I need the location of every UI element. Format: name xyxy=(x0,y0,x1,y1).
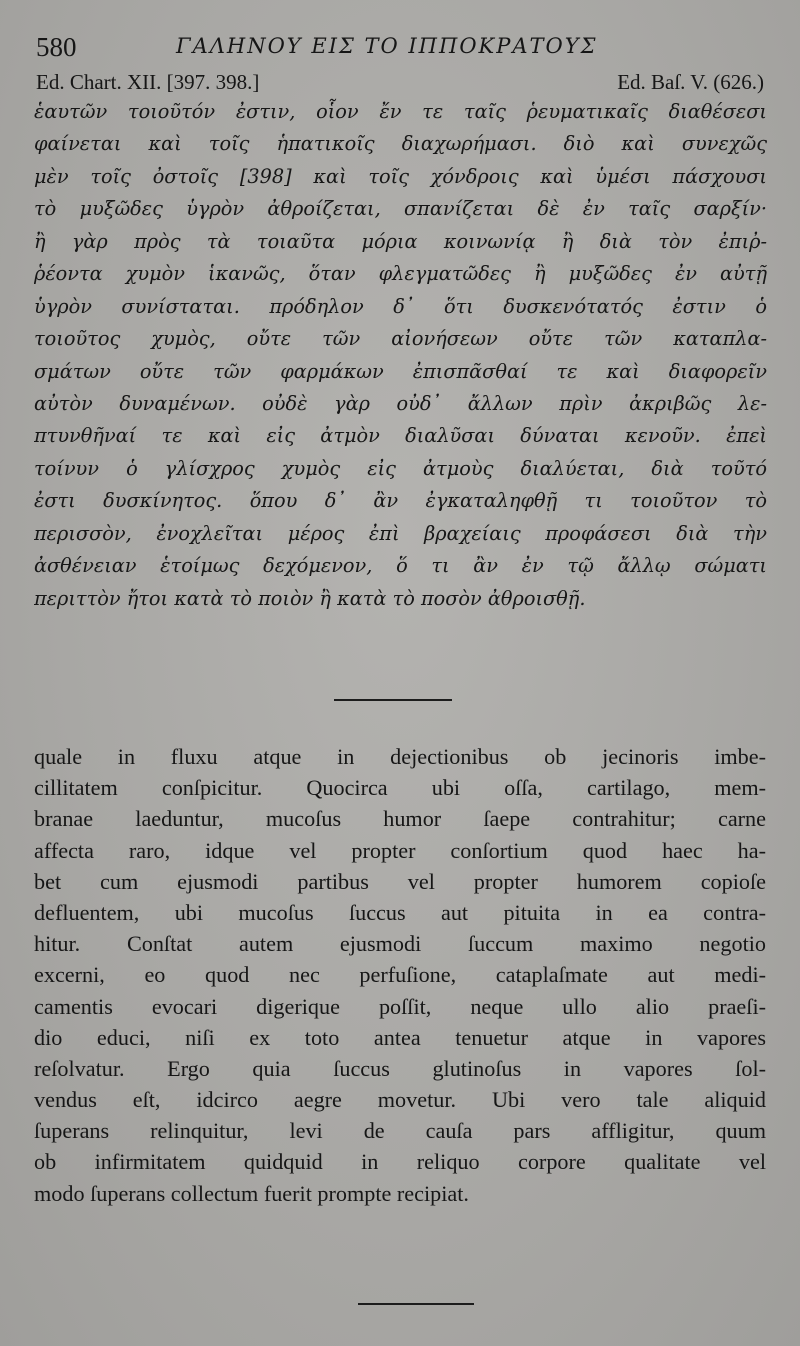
greek-line: ἢ γὰρ πρὸς τὰ τοιαῦτα μόρια κοινωνίᾳ ἢ διὰ τὸν ἐπιῤ- xyxy=(34,229,767,253)
greek-line: σμάτων οὔτε τῶν φαρμάκων ἐπισπᾶσθαί τε καὶ διαφορεῖν xyxy=(34,359,767,383)
latin-line: modo ſuperans collectum fuerit prompte recipiat. xyxy=(34,1180,469,1206)
latin-line: branae laeduntur, mucoſus humor ſaepe contrahitur; carne xyxy=(34,806,766,832)
page-number: 580 xyxy=(36,32,77,62)
greek-line: περισσὸν, ἐνοχλεῖται μέρος ἐπὶ βραχείαις προφάσεσι διὰ τὴν xyxy=(34,521,767,545)
greek-line: φαίνεται καὶ τοῖς ἡπατικοῖς διαχωρήμασι. διὸ καὶ συνεχῶς xyxy=(34,132,767,156)
edition-reference xyxy=(36,70,764,96)
greek-line: τοίνυν ὁ γλίσχρος χυμὸς εἰς ἀτμοὺς διαλύεται, διὰ τοῦτό xyxy=(34,456,767,480)
greek-line: ἀσθένειαν ἑτοίμως δεχόμενον, ὅ τι ἂν ἐν τῷ ἄλλῳ σώματι xyxy=(34,554,767,578)
greek-line: ὑγρὸν συνίσταται. πρόδηλον δ᾽ ὅτι δυσκενότατός ἐστιν ὁ xyxy=(34,294,767,318)
greek-line: αὐτὸν δυναμένων. οὐδὲ γὰρ οὐδ᾽ ἄλλων πρὶν ἀκριβῶς λε- xyxy=(34,391,767,415)
latin-line: bet cum ejusmodi partibus vel propter humorem copioſe xyxy=(34,868,766,894)
latin-line: dio educi, niſi ex toto antea tenuetur atque in vapores xyxy=(34,1024,766,1050)
edition-right: Ed. Baſ. V. (626.) xyxy=(617,70,764,94)
latin-line: quale in fluxu atque in dejectionibus ob jecinoris imbe- xyxy=(34,744,766,769)
edition-left: Ed. Chart. XII. [397. 398.] xyxy=(36,70,260,94)
end-divider xyxy=(358,1303,474,1305)
greek-line: περιττὸν ἤτοι κατὰ τὸ ποιὸν ἢ κατὰ τὸ ποσὸν ἀθροισθῇ. xyxy=(34,586,586,610)
latin-line: reſolvatur. Ergo quia ſuccus glutinoſus in vapores ſol- xyxy=(34,1055,766,1081)
latin-line: cillitatem conſpicitur. Quocirca ubi oſſa, cartilago, mem- xyxy=(34,775,766,801)
latin-line: excerni, eo quod nec perfuſione, cataplaſmate aut medi- xyxy=(34,962,766,988)
greek-text xyxy=(34,96,767,615)
latin-line: affecta raro, idque vel propter conſortium quod haec ha- xyxy=(34,837,766,863)
greek-line: πτυνθῆναί τε καὶ εἰς ἀτμὸν διαλῦσαι δύναται κενοῦν. ἐπεὶ xyxy=(34,424,767,448)
latin-line: camentis evocari digerique poſſit, neque ullo alio praeſi- xyxy=(34,993,766,1019)
greek-line: ἐστι δυσκίνητος. ὅπου δ᾽ ἂν ἐγκαταληφθῇ τι τοιοῦτον τὸ xyxy=(34,489,767,513)
greek-line: ἑαυτῶν τοιοῦτόν ἐστιν, οἷον ἔν τε ταῖς ῥευματικαῖς διαθέσεσι xyxy=(34,100,767,123)
running-title: ΓΑΛΗΝΟΥ ΕΙΣ ΤΟ ΙΠΠΟΚΡΑΤΟΥΣ xyxy=(176,34,598,58)
latin-line: hitur. Conſtat autem ejusmodi ſuccum maximo negotio xyxy=(34,931,766,957)
latin-translation xyxy=(34,741,766,1209)
latin-line: defluentem, ubi mucoſus ſuccus aut pituita in ea contra- xyxy=(34,899,766,925)
latin-line: vendus eſt, idcirco aegre movetur. Ubi vero tale aliquid xyxy=(34,1087,766,1113)
greek-line: τὸ μυξῶδες ὑγρὸν ἀθροίζεται, σπανίζεται δὲ ἐν ταῖς σαρξίν· xyxy=(34,197,767,221)
greek-line: ῥέοντα χυμὸν ἱκανῶς, ὅταν φλεγματῶδες ἢ μυξῶδες ἐν αὐτῇ xyxy=(34,262,767,286)
section-divider xyxy=(334,699,452,701)
latin-line: ſuperans relinquitur, levi de cauſa pars affligitur, quum xyxy=(34,1118,766,1144)
greek-line: μὲν τοῖς ὀστοῖς [398] καὶ τοῖς χόνδροις καὶ ὑμέσι πάσχουσι xyxy=(34,164,767,188)
latin-line: ob infirmitatem quidquid in reliquo corpore qualitate vel xyxy=(34,1149,766,1175)
greek-line: τοιοῦτος χυμὸς, οὔτε τῶν αἰονήσεων οὔτε τῶν καταπλα- xyxy=(34,327,767,351)
page-header xyxy=(36,28,764,68)
